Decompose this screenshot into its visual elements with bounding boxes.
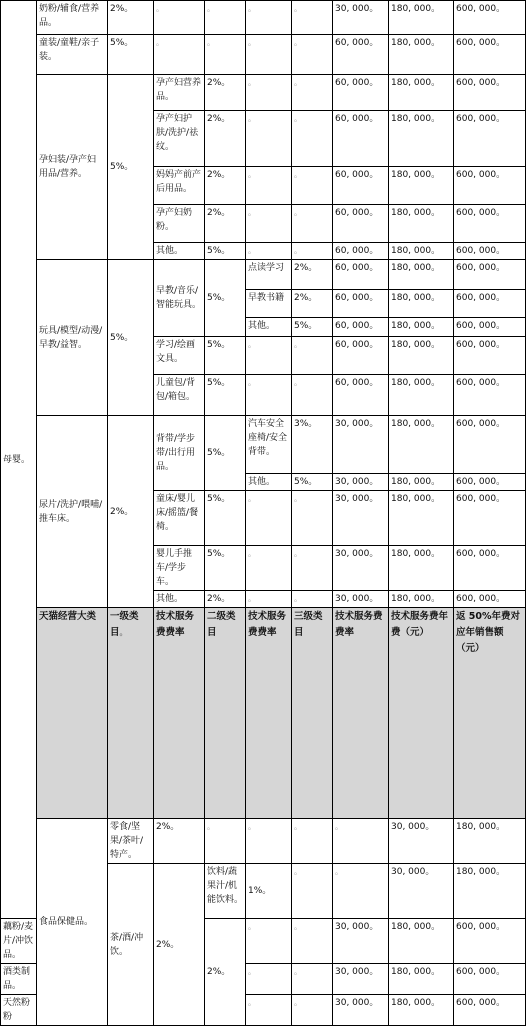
return50-cell: 180, 000。 xyxy=(389,474,454,491)
empty-cell: 。 xyxy=(205,1,246,35)
l2-cell: 早教/音乐/智能玩具。 xyxy=(154,260,205,337)
fee-cell: 60, 000。 xyxy=(333,243,389,260)
fee-cell: 30, 000。 xyxy=(333,474,389,491)
l3-cell: 汽车安全座椅/安全背带。 xyxy=(246,416,292,474)
rate-cell: 2%。 xyxy=(292,260,333,290)
header-r1: 技术服务费费率 xyxy=(154,608,205,819)
header-l1: 一级类目。 xyxy=(108,608,154,819)
empty-cell: 。 xyxy=(292,491,333,546)
fee-cell: 30, 000。 xyxy=(333,995,389,1026)
return100-cell: 600, 000。 xyxy=(454,1,526,35)
empty-cell: 。 xyxy=(246,591,292,608)
empty-cell: 。 xyxy=(246,964,292,995)
rate-cell: 2%。 xyxy=(205,75,246,111)
rate-cell: 5%。 xyxy=(205,375,246,416)
empty-cell: 。 xyxy=(246,75,292,111)
empty-cell: 。 xyxy=(333,819,389,864)
rate-cell: 5%。 xyxy=(205,416,246,491)
l3-cell: 早教书籍 xyxy=(246,290,292,318)
l1-cell: 茶/酒/冲饮。 xyxy=(108,864,154,1026)
empty-cell: 。 xyxy=(246,337,292,375)
fee-cell: 60, 000。 xyxy=(333,337,389,375)
empty-cell: 。 xyxy=(246,375,292,416)
rate-cell: 1%。 xyxy=(246,864,292,919)
return50-cell: 180, 000。 xyxy=(389,591,454,608)
return100-cell: 600, 000。 xyxy=(454,491,526,546)
return50-cell: 180, 000。 xyxy=(389,75,454,111)
rate-cell: 5%。 xyxy=(205,337,246,375)
empty-cell: 。 xyxy=(246,491,292,546)
return50-cell: 180, 000。 xyxy=(454,819,526,864)
empty-cell: 。 xyxy=(292,546,333,591)
l3-cell: 点读学习 xyxy=(246,260,292,290)
return100-cell: 600, 000。 xyxy=(454,337,526,375)
empty-cell: 。 xyxy=(292,864,333,919)
fee-cell: 30, 000。 xyxy=(389,864,454,919)
empty-cell: 。 xyxy=(246,819,292,864)
return50-cell: 180, 000。 xyxy=(389,995,454,1026)
return100-cell: 600, 000。 xyxy=(454,375,526,416)
header-l3: 三级类目 xyxy=(292,608,333,819)
header-l2: 二级类目 xyxy=(205,608,246,819)
l1-cell: 孕妇装/孕产妇用品/营养。 xyxy=(37,75,108,260)
return50-cell: 180, 000。 xyxy=(389,375,454,416)
return100-cell: 600, 000。 xyxy=(454,75,526,111)
l2-cell: 饮料/蔬果汁/机能饮料。 xyxy=(205,864,246,919)
header-category: 天猫经营大类 xyxy=(37,608,108,819)
return50-cell: 180, 000。 xyxy=(389,1,454,35)
rate-cell: 5%。 xyxy=(108,75,154,260)
l2-cell: 其他。 xyxy=(154,243,205,260)
return50-cell: 180, 000。 xyxy=(389,243,454,260)
empty-cell: 。 xyxy=(292,205,333,243)
rate-cell: 5%。 xyxy=(205,243,246,260)
empty-cell: 。 xyxy=(246,167,292,205)
rate-cell: 5%。 xyxy=(292,474,333,491)
empty-cell: 。 xyxy=(246,35,292,75)
empty-cell: 。 xyxy=(246,1,292,35)
return50-cell: 180, 000。 xyxy=(389,416,454,474)
l1-cell: 童装/童鞋/亲子装。 xyxy=(37,35,108,75)
return100-cell: 600, 000。 xyxy=(454,995,526,1026)
return50-cell: 180, 000。 xyxy=(389,964,454,995)
fee-cell: 60, 000。 xyxy=(333,290,389,318)
rate-cell: 2%。 xyxy=(205,205,246,243)
rate-cell: 2%。 xyxy=(108,1,154,35)
empty-cell: 。 xyxy=(246,243,292,260)
empty-cell: 。 xyxy=(292,995,333,1026)
return50-cell: 180, 000。 xyxy=(389,111,454,167)
return50-cell: 180, 000。 xyxy=(454,864,526,919)
rate-cell: 2%。 xyxy=(205,167,246,205)
fee-cell: 30, 000。 xyxy=(333,491,389,546)
empty-cell: 。 xyxy=(292,75,333,111)
rate-cell: 5%。 xyxy=(108,260,154,416)
return100-cell: 600, 000。 xyxy=(454,416,526,474)
empty-cell: 。 xyxy=(292,111,333,167)
empty-cell: 。 xyxy=(292,591,333,608)
rate-cell: 2%。 xyxy=(154,864,205,1026)
return100-cell: 600, 000。 xyxy=(454,35,526,75)
return100-cell: 600, 000。 xyxy=(454,167,526,205)
return100-cell: 600, 000。 xyxy=(454,474,526,491)
return100-cell: 600, 000。 xyxy=(454,546,526,591)
header-r3: 技术服务费费率 xyxy=(333,608,389,819)
l2-cell: 妈妈产前产后用品。 xyxy=(154,167,205,205)
fee-cell: 60, 000。 xyxy=(333,375,389,416)
return50-cell: 180, 000。 xyxy=(389,260,454,290)
return100-cell: 600, 000。 xyxy=(454,964,526,995)
empty-cell: 。 xyxy=(333,864,389,919)
return50-cell: 180, 000。 xyxy=(389,167,454,205)
rate-cell: 2%。 xyxy=(205,591,246,608)
rate-cell: 2%。 xyxy=(292,290,333,318)
return100-cell: 600, 000。 xyxy=(454,591,526,608)
fee-cell: 60, 000。 xyxy=(333,35,389,75)
fee-cell: 30, 000。 xyxy=(333,546,389,591)
return50-cell: 180, 000。 xyxy=(389,35,454,75)
rate-cell: 2%。 xyxy=(205,919,246,1026)
l3-cell: 其他。 xyxy=(246,318,292,337)
fee-cell: 60, 000。 xyxy=(333,205,389,243)
empty-cell: 。 xyxy=(246,546,292,591)
l2-cell: 童床/婴儿床/摇篮/餐椅。 xyxy=(154,491,205,546)
l1-cell: 尿片/洗护/喂哺/推车床。 xyxy=(37,416,108,608)
l2-cell: 藕粉/麦片/冲饮品。 xyxy=(1,919,37,964)
l2-cell: 天然粉粉 xyxy=(1,995,37,1026)
empty-cell: 。 xyxy=(154,35,205,75)
l1-cell: 奶粉/辅食/营养品。 xyxy=(37,1,108,35)
rate-cell: 5%。 xyxy=(205,260,246,337)
empty-cell: 。 xyxy=(246,919,292,964)
fee-cell: 60, 000。 xyxy=(333,260,389,290)
return50-cell: 180, 000。 xyxy=(389,290,454,318)
return50-cell: 180, 000。 xyxy=(389,546,454,591)
header-fee: 技术服务费年费（元） xyxy=(389,608,454,819)
rate-cell: 5%。 xyxy=(205,491,246,546)
return50-cell: 180, 000。 xyxy=(389,337,454,375)
rate-cell: 5%。 xyxy=(205,546,246,591)
return50-cell: 180, 000。 xyxy=(389,205,454,243)
l2-cell: 儿童包/背包/箱包。 xyxy=(154,375,205,416)
return50-cell: 180, 000。 xyxy=(389,318,454,337)
header-r2: 技术服务费费率 xyxy=(246,608,292,819)
header-return50: 返 50%年费对应年销售额（元） xyxy=(454,608,526,819)
fee-cell: 30, 000。 xyxy=(333,416,389,474)
fee-cell: 60, 000。 xyxy=(333,167,389,205)
fee-cell: 60, 000。 xyxy=(333,111,389,167)
fee-cell: 60, 000。 xyxy=(333,75,389,111)
fee-cell: 60, 000。 xyxy=(333,318,389,337)
l2-cell: 孕产妇奶粉。 xyxy=(154,205,205,243)
category-cell-food: 食品保健品。 xyxy=(37,819,108,1026)
return100-cell: 600, 000。 xyxy=(454,318,526,337)
empty-cell: 。 xyxy=(292,819,333,864)
l2-cell: 背带/学步带/出行用品。 xyxy=(154,416,205,491)
return100-cell: 600, 000。 xyxy=(454,111,526,167)
return50-cell: 180, 000。 xyxy=(389,491,454,546)
empty-cell: 。 xyxy=(292,167,333,205)
l1-cell: 玩具/模型/动漫/早教/益智。 xyxy=(37,260,108,416)
return100-cell: 600, 000。 xyxy=(454,205,526,243)
empty-cell: 。 xyxy=(205,35,246,75)
empty-cell: 。 xyxy=(246,111,292,167)
category-cell-baby: 母婴。 xyxy=(1,1,37,919)
rate-cell: 2%。 xyxy=(108,416,154,608)
empty-cell: 。 xyxy=(292,337,333,375)
l2-cell: 孕产妇护肤/洗护/祛纹。 xyxy=(154,111,205,167)
empty-cell: 。 xyxy=(292,964,333,995)
return100-cell: 600, 000。 xyxy=(454,243,526,260)
rate-cell: 3%。 xyxy=(292,416,333,474)
l2-cell: 学习/绘画文具。 xyxy=(154,337,205,375)
empty-cell: 。 xyxy=(292,919,333,964)
empty-cell: 。 xyxy=(292,1,333,35)
return50-cell: 180, 000。 xyxy=(389,919,454,964)
l2-cell: 婴儿手推车/学步车。 xyxy=(154,546,205,591)
fee-cell: 30, 000。 xyxy=(333,591,389,608)
rate-cell: 2%。 xyxy=(205,111,246,167)
empty-cell: 。 xyxy=(205,819,246,864)
fee-cell: 30, 000。 xyxy=(333,1,389,35)
empty-cell: 。 xyxy=(292,243,333,260)
l2-cell: 酒类制品。 xyxy=(1,964,37,995)
return100-cell: 600, 000。 xyxy=(454,290,526,318)
fee-cell: 30, 000。 xyxy=(389,819,454,864)
empty-cell: 。 xyxy=(292,35,333,75)
l3-cell: 其他。 xyxy=(246,474,292,491)
l2-cell: 其他。 xyxy=(154,591,205,608)
l1-cell: 零食/坚果/茶叶/特产。 xyxy=(108,819,154,864)
return100-cell: 600, 000。 xyxy=(454,919,526,964)
return100-cell: 600, 000。 xyxy=(454,260,526,290)
fee-cell: 30, 000。 xyxy=(333,919,389,964)
rate-cell: 5%。 xyxy=(292,318,333,337)
empty-cell: 。 xyxy=(154,1,205,35)
rate-cell: 2%。 xyxy=(154,819,205,864)
rate-cell: 5%。 xyxy=(108,35,154,75)
l2-cell: 孕产妇营养品。 xyxy=(154,75,205,111)
empty-cell: 。 xyxy=(246,995,292,1026)
empty-cell: 。 xyxy=(292,375,333,416)
fee-cell: 30, 000。 xyxy=(333,964,389,995)
empty-cell: 。 xyxy=(246,205,292,243)
